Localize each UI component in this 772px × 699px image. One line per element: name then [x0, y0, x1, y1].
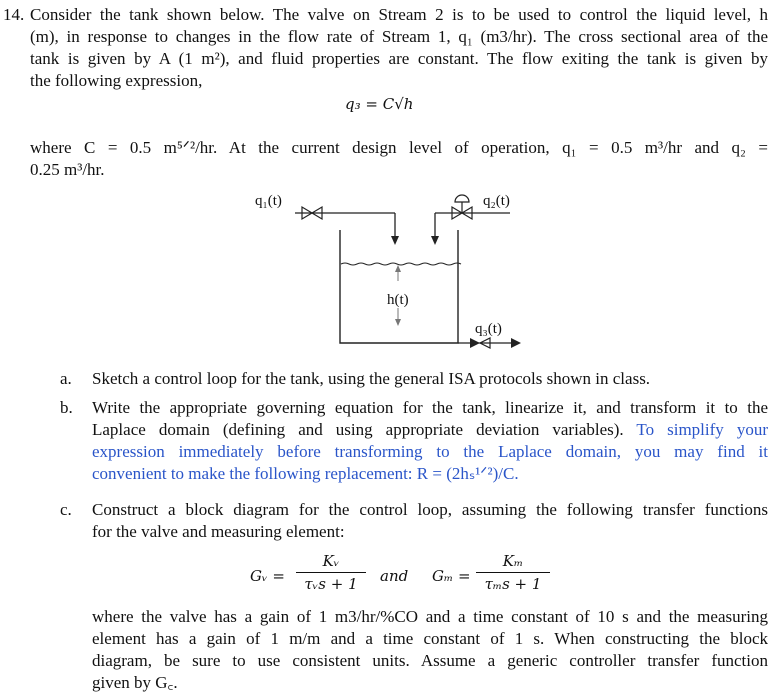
- gm-denominator: τₘs + 1: [484, 575, 542, 593]
- part-b-line-3: expression immediately before transforming to the Laplace domain, you may find it: [92, 442, 768, 461]
- intro-line-3: tank is given by A (1 m²), and fluid properties are constant. The flow exiting the tank is given by: [30, 49, 768, 68]
- part-b-line-2: [92, 419, 768, 441]
- q3-label: q₃(t): [475, 321, 502, 337]
- part-b-line-4: convenient to make the following replacement: R = (2hₛ¹ᐟ²)/C.: [92, 464, 519, 483]
- part-c-closing-4: given by G꜀.: [92, 673, 178, 692]
- part-c-closing-1: where the valve has a gain of 1 m3/hr/%CO and a time constant of 10 s and the measuring: [92, 607, 768, 626]
- part-c-marker: c.: [60, 500, 72, 519]
- part-b-line-1: Write the appropriate governing equation for the tank, linearize it, and transform it to the: [92, 398, 768, 417]
- part-a-marker: a.: [60, 369, 72, 388]
- part-c-line-2: for the valve and measuring element:: [92, 522, 345, 541]
- part-a-text: Sketch a control loop for the tank, using the general ISA protocols shown in class.: [92, 369, 651, 388]
- part-b-marker: b.: [60, 398, 73, 417]
- part-b-text: [92, 397, 768, 485]
- where-line-1: where C = 0.5 m⁵ᐟ²/hr. At the current design level of operation, q₁ = 0.5 m³/hr and q₂ =: [30, 138, 768, 157]
- part-c-closing-2: element has a gain of 1 m/m and a time constant of 1 s. When constructing the block: [92, 629, 768, 648]
- where-line-2: 0.25 m³/hr.: [30, 160, 105, 179]
- part-c-text: [92, 499, 768, 543]
- gv-lhs: Gᵥ =: [250, 567, 285, 585]
- where-clause: [30, 137, 768, 181]
- part-c-line-1: Construct a block diagram for the control loop, assuming the following transfer functions: [92, 500, 768, 519]
- intro-line-2: (m), in response to changes in the flow rate of Stream 1, q₁ (m3/hr). The cross sectional area of the: [30, 27, 768, 46]
- gm-lhs: Gₘ =: [432, 567, 471, 585]
- gm-fraction: [476, 550, 550, 595]
- and-word: and: [380, 567, 409, 585]
- problem-number: 14.: [3, 5, 25, 24]
- intro-line-1: Consider the tank shown below. The valve on Stream 2 is to be used to control the liquid level, h: [30, 5, 768, 24]
- h-label: h(t): [387, 292, 409, 308]
- gv-numerator: Kᵥ: [296, 550, 366, 573]
- part-c-closing-3: diagram, be sure to use consistent units. Assume a generic controller transfer function: [92, 651, 768, 670]
- part-b-line-2-blue: To simplify your: [636, 420, 768, 439]
- gm-numerator: Kₘ: [476, 550, 550, 573]
- part-c-closing: [92, 606, 768, 694]
- gv-fraction: [296, 550, 366, 595]
- intro-line-4: the following expression,: [30, 71, 203, 90]
- flow-equation: q₃ = C√h: [345, 95, 414, 113]
- q1-label: q₁(t): [255, 193, 282, 209]
- problem-intro: [30, 4, 768, 92]
- part-b-line-2-black: Laplace domain (defining and using appropriate deviation variables).: [92, 420, 624, 439]
- gv-denominator: τᵥs + 1: [304, 575, 358, 593]
- q2-label: q₂(t): [483, 193, 510, 209]
